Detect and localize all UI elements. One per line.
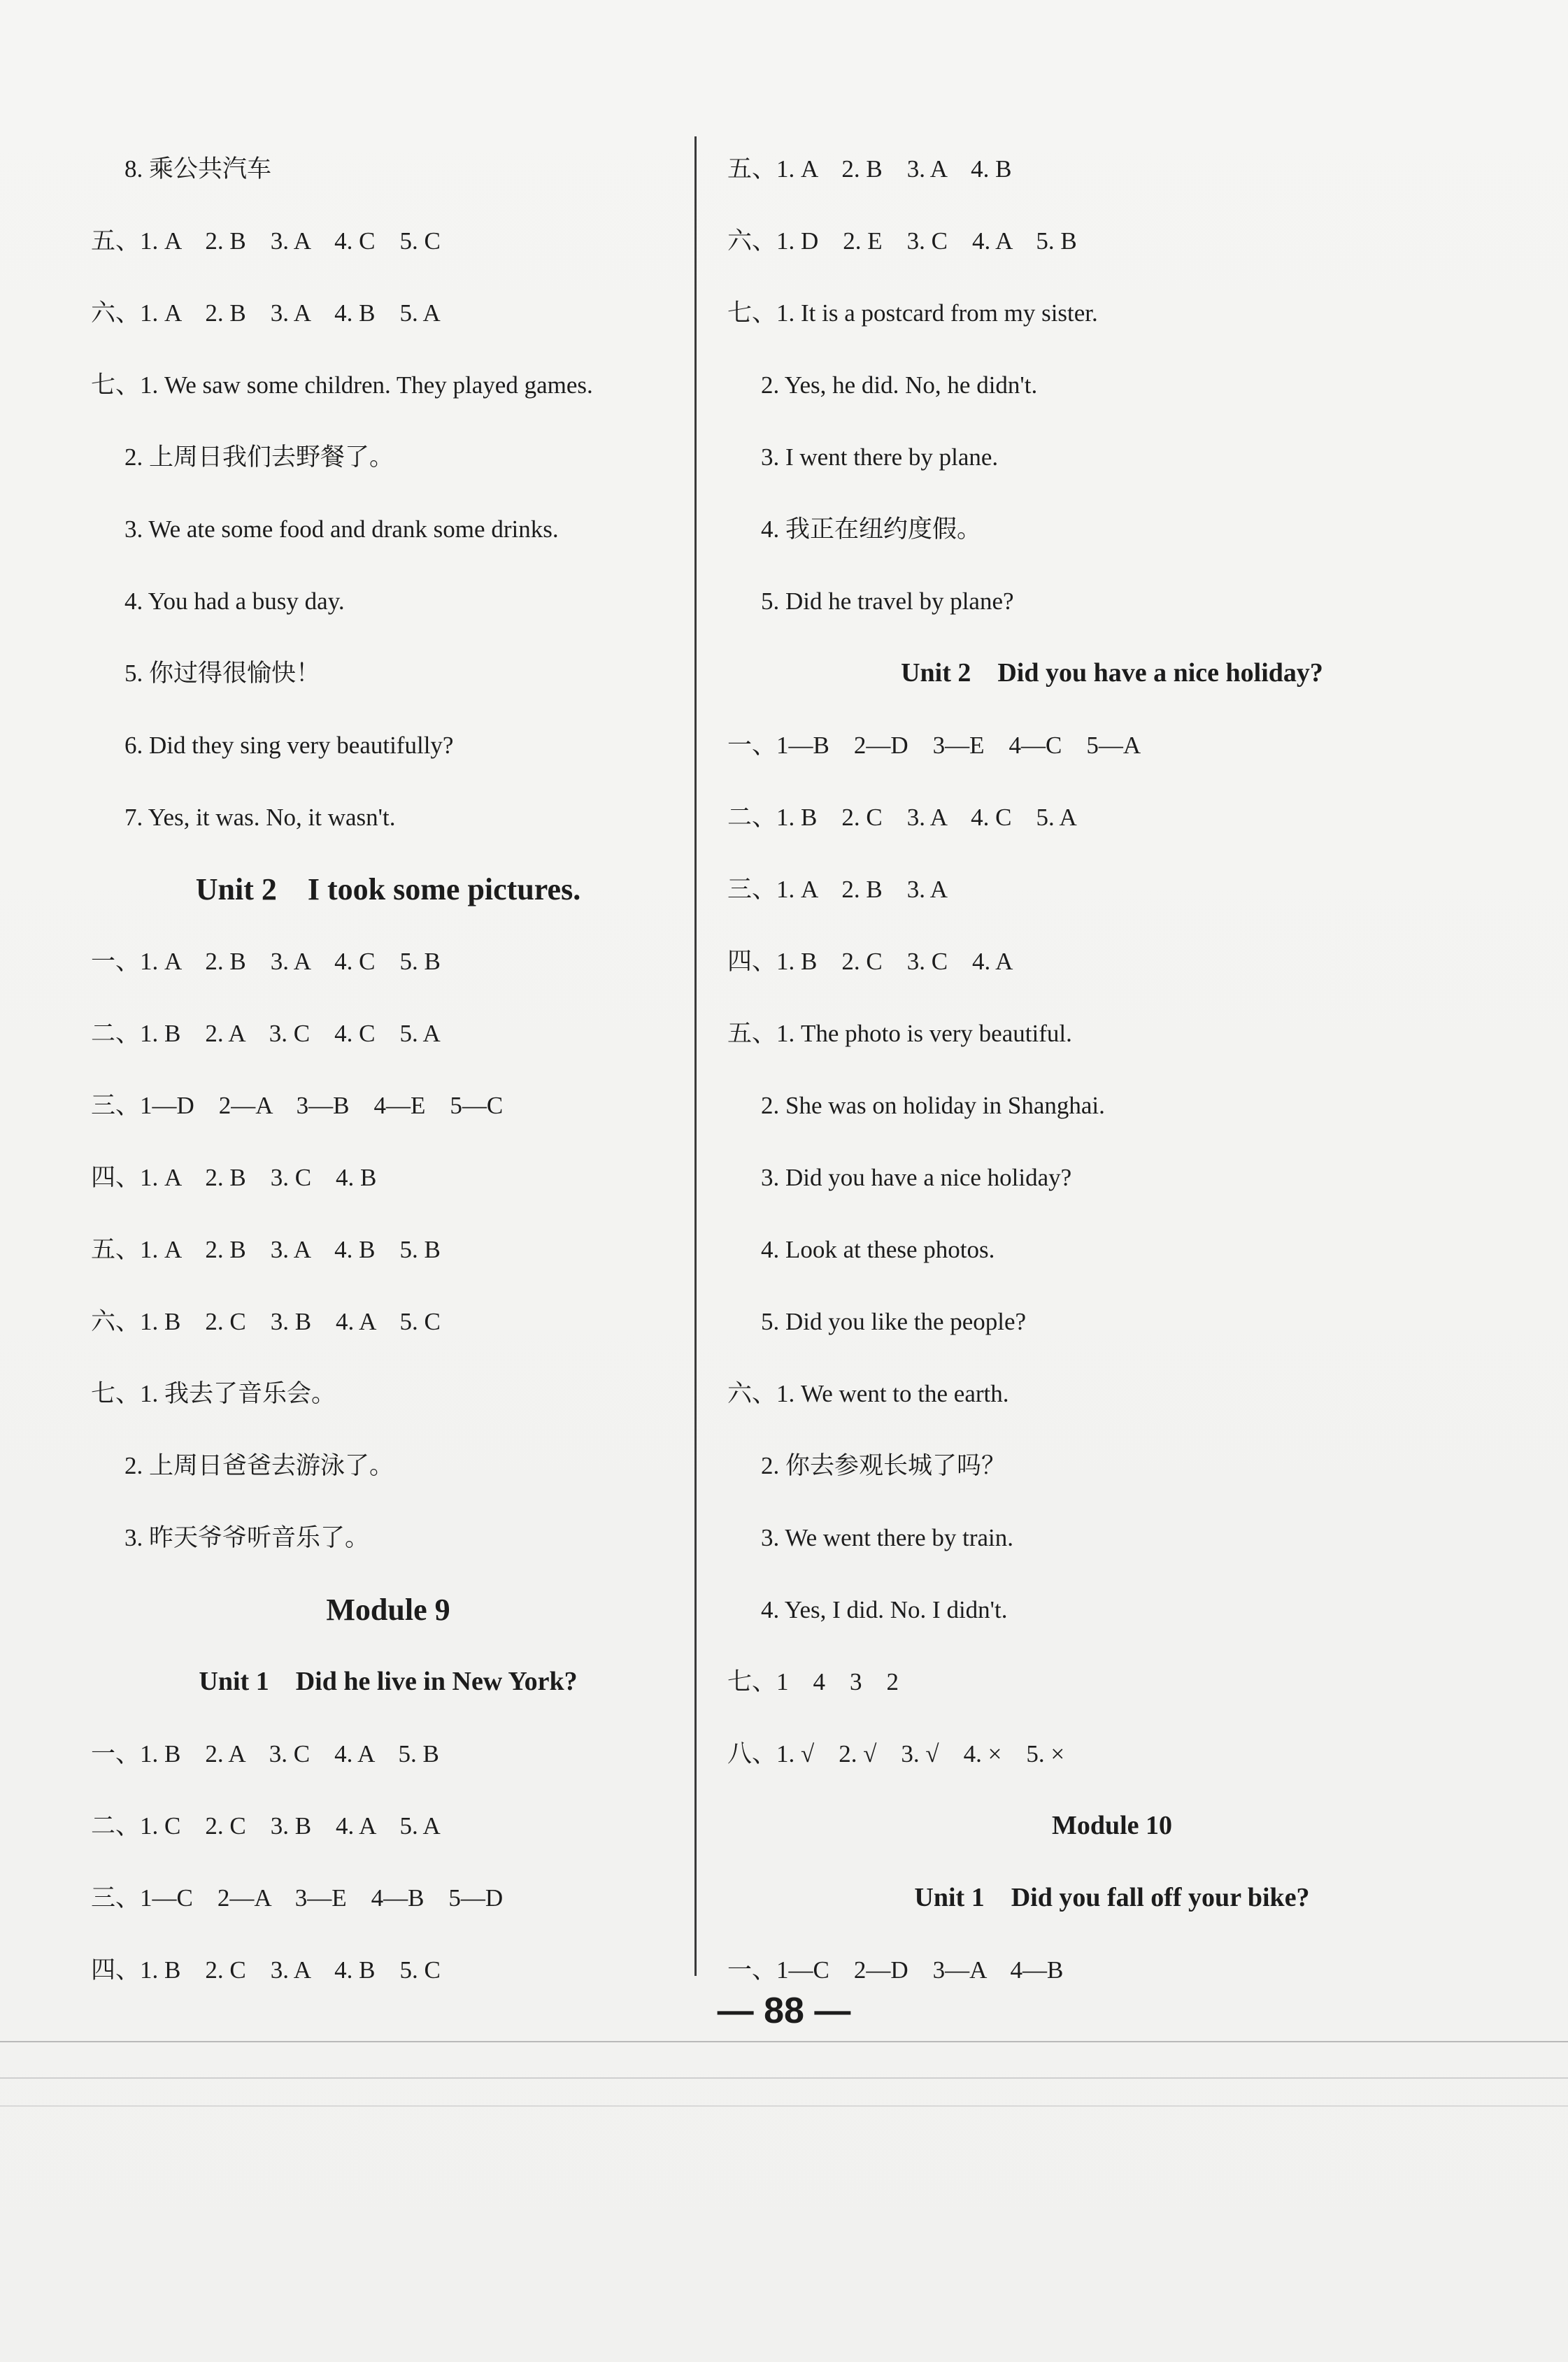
bottom-rule [0, 2077, 1568, 2079]
answer-line: 一、1—B 2—D 3—E 4—C 5—A [727, 732, 1141, 759]
left-column [91, 133, 685, 2006]
answer-line: 三、1—C 2—A 3—E 4—B 5—D [91, 1884, 504, 1912]
answer-line: 6. Did they sing very beautifully? [124, 732, 454, 759]
answer-line: 七、1. We saw some children. They played games. [91, 371, 593, 399]
answer-line: 4. Look at these photos. [761, 1236, 995, 1263]
answer-line: 4. You had a busy day. [124, 588, 345, 615]
answer-line: 2. 上周日我们去野餐了。 [124, 443, 394, 471]
answer-line: 四、1. B 2. C 3. C 4. A [727, 948, 1013, 975]
answer-line: 5. Did you like the people? [761, 1308, 1027, 1335]
answer-line: 一、1. A 2. B 3. A 4. C 5. B [91, 948, 441, 975]
answer-line: 7. Yes, it was. No, it wasn't. [124, 804, 396, 831]
section-heading: Unit 2 Did you have a nice holiday? [901, 658, 1323, 688]
answer-line: 五、1. A 2. B 3. A 4. B 5. B [91, 1236, 441, 1263]
answer-line: 五、1. The photo is very beautiful. [727, 1020, 1072, 1047]
answer-line: 六、1. We went to the earth. [727, 1380, 1009, 1407]
section-heading: Unit 1 Did he live in New York? [199, 1667, 578, 1696]
answer-line: 四、1. A 2. B 3. C 4. B [91, 1164, 377, 1191]
answer-line: 5. Did he travel by plane? [761, 588, 1014, 615]
answer-line: 七、1 4 3 2 [727, 1668, 899, 1695]
answer-line: 六、1. B 2. C 3. B 4. A 5. C [91, 1308, 441, 1335]
answer-line: 8. 乘公共汽车 [124, 155, 272, 183]
answer-line: 七、1. 我去了音乐会。 [91, 1380, 336, 1407]
answer-line: 四、1. B 2. C 3. A 4. B 5. C [91, 1956, 441, 1984]
answer-line: 2. 你去参观长城了吗？ [761, 1452, 1006, 1479]
answer-line: 2. She was on holiday in Shanghai. [761, 1092, 1105, 1119]
answer-line: 2. 上周日爸爸去游泳了。 [124, 1452, 394, 1479]
answer-line: 五、1. A 2. B 3. A 4. B [727, 155, 1012, 183]
answer-line: 4. Yes, I did. No. I didn't. [761, 1596, 1008, 1623]
answer-line: 五、1. A 2. B 3. A 4. C 5. C [91, 227, 441, 255]
answer-line: 六、1. D 2. E 3. C 4. A 5. B [727, 227, 1077, 255]
answer-line: 七、1. It is a postcard from my sister. [727, 299, 1098, 327]
section-heading: Module 9 [326, 1593, 450, 1627]
answer-line: 三、1—D 2—A 3—B 4—E 5—C [91, 1092, 504, 1119]
answer-line: 三、1. A 2. B 3. A [727, 876, 948, 903]
answer-line: 4. 我正在纽约度假。 [761, 515, 982, 543]
answer-line: 2. Yes, he did. No, he didn't. [761, 371, 1038, 399]
section-heading: Unit 2 I took some pictures. [195, 872, 581, 906]
right-column [727, 133, 1497, 2006]
answer-line: 3. Did you have a nice holiday? [761, 1164, 1072, 1191]
answer-line: 3. 昨天爷爷听音乐了。 [124, 1524, 370, 1551]
answer-line: 3. We ate some food and drank some drinks. [124, 515, 559, 543]
answer-line: 二、1. B 2. C 3. A 4. C 5. A [727, 804, 1077, 831]
section-heading: Module 10 [1051, 1811, 1173, 1840]
bottom-rule [0, 2105, 1568, 2107]
column-divider [694, 136, 697, 1976]
answer-line: 八、1. √ 2. √ 3. √ 4. × 5. × [727, 1740, 1065, 1767]
answer-line: 3. I went there by plane. [761, 443, 999, 471]
answer-line: 5. 你过得很愉快！ [124, 660, 321, 687]
page-number: — 88 — [717, 1991, 851, 2031]
answer-line: 二、1. C 2. C 3. B 4. A 5. A [91, 1812, 441, 1840]
answer-line: 二、1. B 2. A 3. C 4. C 5. A [91, 1020, 441, 1047]
answer-line: 一、1—C 2—D 3—A 4—B [727, 1956, 1064, 1984]
answer-line: 一、1. B 2. A 3. C 4. A 5. B [91, 1740, 439, 1767]
bottom-rule [0, 2041, 1568, 2042]
answer-line: 六、1. A 2. B 3. A 4. B 5. A [91, 299, 441, 327]
section-heading: Unit 1 Did you fall off your bike? [914, 1883, 1310, 1912]
answer-line: 3. We went there by train. [761, 1524, 1014, 1551]
